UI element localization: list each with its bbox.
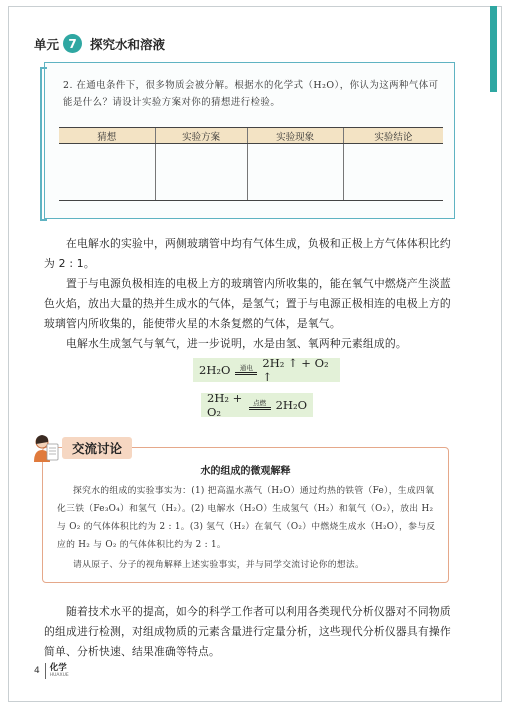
- table-header-cell: 实验方案: [155, 128, 247, 144]
- condition-text: 通电: [239, 364, 253, 372]
- question-text: 2. 在通电条件下，很多物质会被分解。根据水的化学式（H₂O），你认为这两种气体可能是什么？请设计实验方案对你的猜想进行检验。: [63, 80, 439, 108]
- top-accent-bar: [490, 6, 497, 92]
- unit-title: 探究水和溶液: [90, 36, 166, 52]
- table-cell: [155, 144, 247, 201]
- table-cell: [343, 144, 443, 201]
- equation-combustion: [201, 393, 313, 417]
- unit-number-badge: 7: [63, 34, 82, 53]
- closing-paragraph: 随着技术水平的提高，如今的科学工作者可以利用各类现代分析仪器对不同物质的组成进行检测，对组成物质的元素含量进行定量分析，这些现代分析仪器具有操作简单、分析快速、结果准确等特点。: [44, 605, 451, 658]
- table-cell: [59, 144, 155, 201]
- unit-label: 单元: [34, 36, 60, 52]
- hypothesis-table: [59, 127, 443, 201]
- subject-mark: [50, 663, 69, 679]
- discussion-title: 水的组成的微观解释: [200, 466, 291, 477]
- discussion-prompt: 请从原子、分子的视角解释上述实验事实，并与同学交流讨论你的想法。: [73, 560, 365, 570]
- table-header-cell: 实验现象: [247, 128, 343, 144]
- subject-pinyin: HUAXUE: [49, 673, 69, 678]
- condition-text: 点燃: [253, 399, 267, 407]
- equals-sign: [249, 407, 271, 410]
- equation-reactants: 2H₂O: [199, 363, 231, 377]
- page-footer: [34, 663, 69, 679]
- equation-products: 2H₂ ↑ + O₂ ↑: [262, 356, 329, 384]
- question-box: [44, 62, 455, 219]
- footer-divider: [45, 663, 46, 679]
- body-paragraph: 置于与电源负极相连的电极上方的玻璃管内所收集的，能在氧气中燃烧产生淡蓝色火焰，放出大量的热并生成水的气体，是氢气；置于与电源正极相连的电极上方的玻璃管内所收集的，能使带火星的木条复燃的气体，是氧气。: [44, 277, 451, 330]
- equation-condition: [235, 365, 257, 375]
- discussion-label: 交流讨论: [62, 437, 132, 459]
- table-header-cell: 实验结论: [343, 128, 443, 144]
- table-row: [59, 144, 443, 201]
- table-header-row: [59, 128, 443, 144]
- people-talking-icon: [32, 432, 60, 464]
- equation-reactants: 2H₂ + O₂: [207, 391, 243, 419]
- subject-name: 化学: [49, 663, 67, 673]
- equation-products: 2H₂O: [275, 398, 307, 412]
- table-cell: [247, 144, 343, 201]
- equation-condition: [249, 400, 271, 410]
- discussion-text: 探究水的组成的实验事实为：(1) 把高温水蒸气（H₂O）通过灼热的铁管（Fe），生成四氧化三铁（Fe₃O₄）和氢气（H₂）。(2) 电解水（H₂O）生成氢气（H₂）和氧气（O₂），放出 H₂ 与 O₂ 的气体体积比约为 2 : 1。(3) 氢气（H₂）在氧气（O₂）中燃烧生成水（H₂O），参与反应的 H₂ 与 O₂ 的气体体积比约为 2 : 1。: [57, 486, 436, 550]
- discussion-box: [42, 447, 449, 583]
- equation-electrolysis: [193, 358, 340, 382]
- page-number: 4: [34, 666, 40, 676]
- table-header-cell: 猜想: [59, 128, 155, 144]
- body-paragraph: 电解水生成氢气与氧气，进一步说明，水是由氢、氧两种元素组成的。: [66, 337, 407, 350]
- body-paragraph: 在电解水的实验中，两侧玻璃管中均有气体生成，负极和正极上方气体体积比约为 2 : 1。: [44, 237, 451, 270]
- unit-header: [34, 34, 165, 53]
- discussion-tab: [32, 432, 132, 464]
- equals-sign: [235, 372, 257, 375]
